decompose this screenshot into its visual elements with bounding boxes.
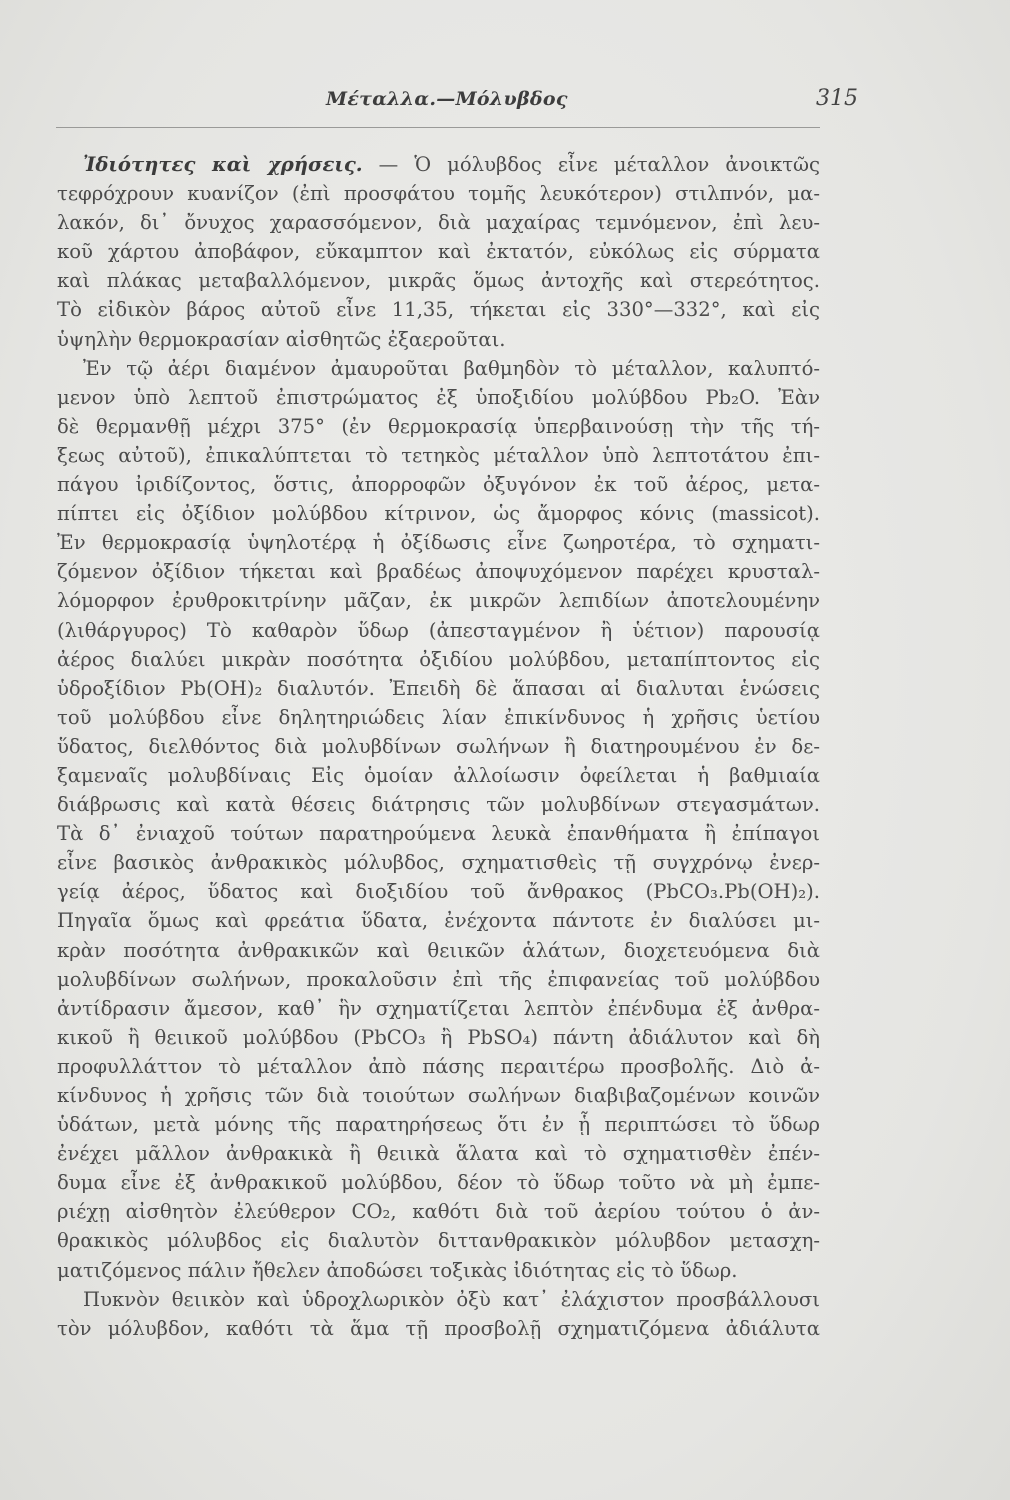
text-line: ὑδάτων, μετὰ μόνης τῆς παρατηρήσεως ὅτι ἐν ᾗ περιπτώσει τὸ ὕδωρ	[57, 1113, 820, 1137]
page-number: 315	[816, 86, 858, 111]
text-line: κικοῦ ἢ θειικοῦ μολύβδου (PbCO₃ ἢ PbSO₄) πάντη ἀδιάλυτον καὶ δὴ	[57, 1025, 820, 1049]
running-header	[56, 86, 858, 124]
paragraph-first-line: Πυκνὸν θειικὸν καὶ ὑδροχλωρικὸν ὀξὺ κατ᾽ ἐλάχιστον προσβάλλουσι	[83, 1287, 820, 1311]
text-line: κοῦ χάρτου ἀποβάφον, εὔκαμπτον καὶ ἐκτατόν, εὐκόλως εἰς σύρματα	[57, 240, 820, 264]
text-line: κίνδυνος ἡ χρῆσις τῶν διὰ τοιούτων σωλήνων διαβιβαζομένων κοινῶν	[57, 1084, 820, 1107]
text-line: προφυλλάττον τὸ μέταλλον ἀπὸ πάσης περαιτέρω προσβολῆς. Διὸ ἀ-	[57, 1054, 820, 1078]
text-line: δὲ θερμανθῇ μέχρι 375° (ἐν θερμοκρασίᾳ ὑπερβαινούσῃ τὴν τῆς τή-	[57, 414, 820, 438]
text-line: λόμορφον ἐρυθροκιτρίνην μᾶζαν, ἐκ μικρῶν λεπιδίων ἀποτελουμένην	[57, 589, 820, 613]
text-line: μενον ὑπὸ λεπτοῦ ἐπιστρώματος ἐξ ὑποξιδίου μολύβδου Pb₂O. Ἐὰν	[57, 385, 820, 409]
text-line: διάβρωσις καὶ κατὰ θέσεις διάτρησις τῶν μολυβδίνων στεγασμάτων.	[57, 793, 820, 817]
section-first-line	[57, 150, 820, 179]
text-line: τοῦ μολύβδου εἶνε δηλητηριώδεις λίαν ἐπικίνδυνος ἡ χρῆσις ὑετίου	[57, 705, 820, 729]
text-line: λακόν, δι᾽ ὄνυχος χαρασσόμενον, διὰ μαχαίρας τεμνόμενον, ἐπὶ λευ-	[57, 211, 820, 235]
text-line: εἶνε βασικὸς ἀνθρακικὸς μόλυβδος, σχηματισθεὶς τῇ συγχρόνῳ ἐνερ-	[57, 851, 820, 875]
text-line: ζόμενον ὀξίδιον τήκεται καὶ βραδέως ἀποψυχόμενον παρέχει κρυσταλ-	[57, 560, 820, 584]
text-line: Τὸ εἰδικὸν βάρος αὐτοῦ εἶνε 11,35, τήκεται εἰς 330°—332°, καὶ εἰς	[57, 298, 820, 322]
text-line: Πηγαῖα ὅμως καὶ φρεάτια ὕδατα, ἐνέχοντα πάντοτε ἐν διαλύσει μι-	[57, 909, 820, 933]
text-line: ὑψηλὴν θερμοκρασίαν αἰσθητῶς ἐξαεροῦται.	[57, 327, 506, 351]
header-rule	[56, 127, 820, 128]
text-line: — Ὁ μόλυβδος εἶνε μέταλλον ἀνοικτῶς	[362, 153, 820, 176]
text-line: θρακικὸς μόλυβδος εἰς διαλυτὸν διττανθρακικὸν μόλυβδον μετασχη-	[57, 1229, 820, 1253]
text-line: ἀέρος διαλύει μικρὰν ποσότητα ὀξιδίου μολύβδου, μεταπίπτοντος εἰς	[57, 647, 820, 671]
text-line: ματιζόμενος πάλιν ἤθελεν ἀποδώσει τοξικὰς ἰδιότητας εἰς τὸ ὕδωρ.	[57, 1258, 738, 1282]
text-line: μολυβδίνων σωλήνων, προκαλοῦσιν ἐπὶ τῆς ἐπιφανείας τοῦ μολύβδου	[57, 967, 820, 991]
paragraph-first-line: Ἐν τῷ ἀέρι διαμένον ἀμαυροῦται βαθμηδὸν τὸ μέταλλον, καλυπτό-	[83, 356, 820, 380]
text-line: πάγου ἰριδίζοντος, ὅστις, ἀπορροφῶν ὀξυγόνον ἐκ τοῦ ἀέρος, μετα-	[57, 473, 820, 497]
text-line: ξεως αὐτοῦ), ἐπικαλύπτεται τὸ τετηκὸς μέταλλον ὑπὸ λεπτοτάτου ἐπι-	[57, 443, 820, 467]
text-line: τεφρόχρουν κυανίζον (ἐπὶ προσφάτου τομῆς λευκότερον) στιλπνόν, μα-	[57, 182, 820, 206]
text-line: ξαμεναῖς μολυβδίναις Εἰς ὁμοίαν ἀλλοίωσιν ὀφείλεται ἡ βαθμιαία	[57, 763, 820, 787]
text-line: Ἐν θερμοκρασίᾳ ὑψηλοτέρᾳ ἡ ὀξίδωσις εἶνε ζωηροτέρα, τὸ σχηματι-	[57, 531, 820, 555]
text-line: ὕδατος, διελθόντος διὰ μολυβδίνων σωλήνων ἢ διατηρουμένου ἐν δε-	[57, 734, 820, 758]
section-heading: Ἰδιότητες καὶ χρήσεις.	[83, 153, 363, 176]
text-line: Τὰ δ᾽ ἐνιαχοῦ τούτων παρατηρούμενα λευκὰ ἐπανθήματα ἢ ἐπίπαγοι	[57, 822, 820, 846]
text-line: (λιθάργυρος) Τὸ καθαρὸν ὕδωρ (ἀπεσταγμένον ἢ ὑέτιον) παρουσίᾳ	[57, 618, 820, 642]
page-body	[57, 150, 820, 1343]
running-title: Μέταλλα.—Μόλυβδος	[326, 88, 568, 110]
text-line: καὶ πλάκας μεταβαλλόμενον, μικρᾶς ὅμως ἀντοχῆς καὶ στερεότητος.	[57, 269, 820, 293]
text-line: γείᾳ ἀέρος, ὕδατος καὶ διοξιδίου τοῦ ἄνθρακος (PbCO₃.Pb(OH)₂).	[57, 880, 820, 904]
text-line: τὸν μόλυβδον, καθότι τὰ ἅμα τῇ προσβολῇ σχηματιζόμενα ἀδιάλυτα	[57, 1316, 820, 1340]
text-line: ἐνέχει μᾶλλον ἀνθρακικὰ ἢ θειικὰ ἅλατα καὶ τὸ σχηματισθὲν ἐπέν-	[57, 1142, 820, 1166]
text-line: κρὰν ποσότητα ἀνθρακικῶν καὶ θειικῶν ἁλάτων, διοχετευόμενα διὰ	[57, 938, 820, 962]
text-line: ριέχῃ αἰσθητὸν ἐλεύθερον CO₂, καθότι διὰ τοῦ ἀερίου τούτου ὁ ἀν-	[57, 1200, 820, 1224]
text-line: πίπτει εἰς ὀξίδιον μολύβδου κίτρινον, ὡς ἄμορφος κόνις (massicot).	[57, 502, 820, 526]
text-line: ὑδροξίδιον Pb(OH)₂ διαλυτόν. Ἐπειδὴ δὲ ἅπασαι αἱ διαλυται ἑνώσεις	[57, 676, 820, 700]
text-line: δυμα εἶνε ἐξ ἀνθρακικοῦ μολύβδου, δέον τὸ ὕδωρ τοῦτο νὰ μὴ ἐμπε-	[57, 1171, 820, 1195]
text-line: ἀντίδρασιν ἄμεσον, καθ᾽ ἣν σχηματίζεται λεπτὸν ἐπένδυμα ἐξ ἀνθρα-	[57, 996, 820, 1020]
